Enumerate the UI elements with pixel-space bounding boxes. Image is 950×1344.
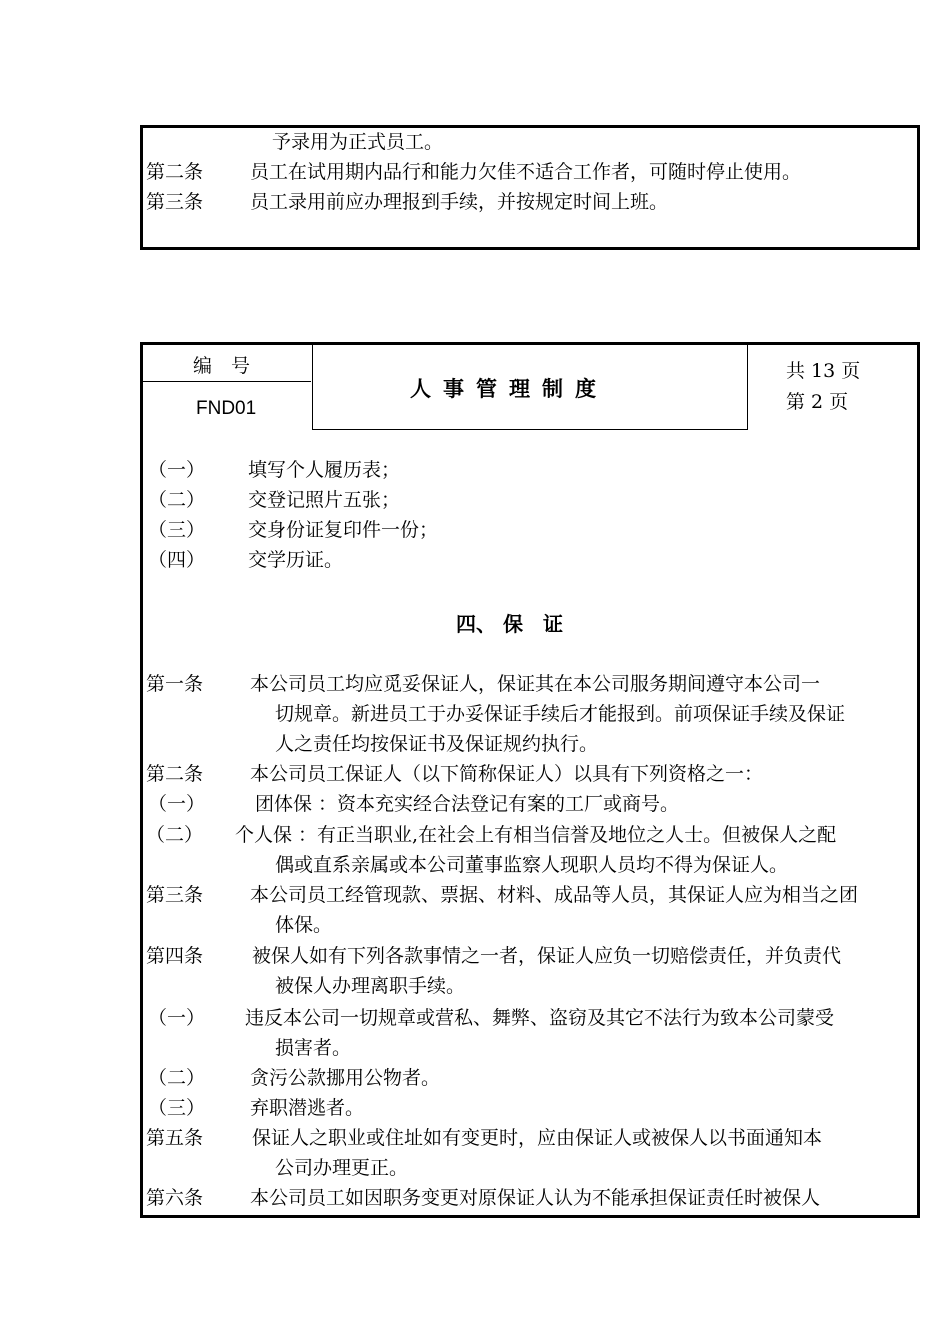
list-item-number: （二） (148, 489, 206, 511)
list-item-text: 交登记照片五张； (248, 489, 401, 511)
article-number: 第五条 (146, 1127, 204, 1149)
clause-text-continued: 损害者。 (275, 1037, 352, 1059)
article-text: 保证人之职业或住址如有变更时，应由保证人或被保人以书面通知本 (252, 1127, 823, 1149)
article-number: 第四条 (146, 945, 204, 967)
total-pages: 共 13 页 (786, 360, 861, 382)
article-text: 本公司员工保证人（以下简称保证人）以具有下列资格之一： (250, 763, 764, 785)
list-item-text: 交身份证复印件一份； (248, 519, 439, 541)
article-text: 被保人如有下列各款事情之一者，保证人应负一切赔偿责任，并负责代 (252, 945, 842, 967)
clause-number: （二） (148, 1067, 206, 1089)
article-text-continued: 公司办理更正。 (275, 1157, 409, 1179)
article-number: 第一条 (146, 673, 204, 695)
article-number: 第二条 (146, 161, 204, 183)
article-number: 第三条 (146, 884, 204, 906)
code-value: FND01 (196, 398, 257, 419)
article-text-continued: 体保。 (275, 914, 333, 936)
article-number: 第六条 (146, 1187, 204, 1209)
clause-number: （二） (146, 824, 204, 846)
list-item-number: （四） (148, 549, 206, 571)
clause-number: （三） (148, 1097, 206, 1119)
article-text: 员工录用前应办理报到手续，并按规定时间上班。 (250, 191, 669, 213)
article-number: 第二条 (146, 763, 204, 785)
code-label: 编 号 (193, 355, 251, 377)
header-divider (312, 345, 313, 429)
clause-text: 个人保 ：有正当职业,在社会上有相当信誉及地位之人士。但被保人之配 (235, 824, 837, 846)
article-text: 本公司员工如因职务变更对原保证人认为不能承担保证责任时被保人 (250, 1187, 821, 1209)
list-item-number: （三） (148, 519, 206, 541)
header-divider (312, 429, 748, 430)
clause-text: 团体保 ：资本充实经合法登记有案的工厂或商号。 (255, 793, 680, 815)
list-item-text: 填写个人履历表； (248, 459, 401, 481)
header-divider (747, 345, 748, 429)
article-text-continued: 被保人办理离职手续。 (275, 975, 466, 997)
article-number: 第三条 (146, 191, 204, 213)
document-title: 人事管理制度 (410, 376, 608, 401)
clause-text: 弃职潜逃者。 (250, 1097, 365, 1119)
clause-number: （一） (148, 1007, 206, 1029)
page-number: 第 2 页 (786, 391, 849, 413)
section-title: 四、 保 证 (456, 612, 563, 636)
clause-text: 贪污公款挪用公物者。 (250, 1067, 441, 1089)
clause-text: 违反本公司一切规章或营私、舞弊、盗窃及其它不法行为致本公司蒙受 (245, 1007, 835, 1029)
article-text: 本公司员工均应觅妥保证人，保证其在本公司服务期间遵守本公司一 (250, 673, 821, 695)
list-item-number: （一） (148, 459, 206, 481)
article-text-continued: 人之责任均按保证书及保证规约执行。 (275, 733, 599, 755)
article-text-continued: 切规章。新进员工于办妥保证手续后才能报到。前项保证手续及保证 (275, 703, 846, 725)
article-text: 本公司员工经管现款、票据、材料、成品等人员，其保证人应为相当之团 (250, 884, 859, 906)
header-divider (143, 381, 311, 382)
clause-number: （一） (148, 793, 206, 815)
continuation-box (140, 125, 920, 250)
continuation-line: 予录用为正式员工。 (272, 131, 444, 153)
article-text: 员工在试用期内品行和能力欠佳不适合工作者，可随时停止使用。 (250, 161, 802, 183)
clause-text-continued: 偶或直系亲属或本公司董事监察人现职人员均不得为保证人。 (275, 854, 789, 876)
list-item-text: 交学历证。 (248, 549, 344, 571)
